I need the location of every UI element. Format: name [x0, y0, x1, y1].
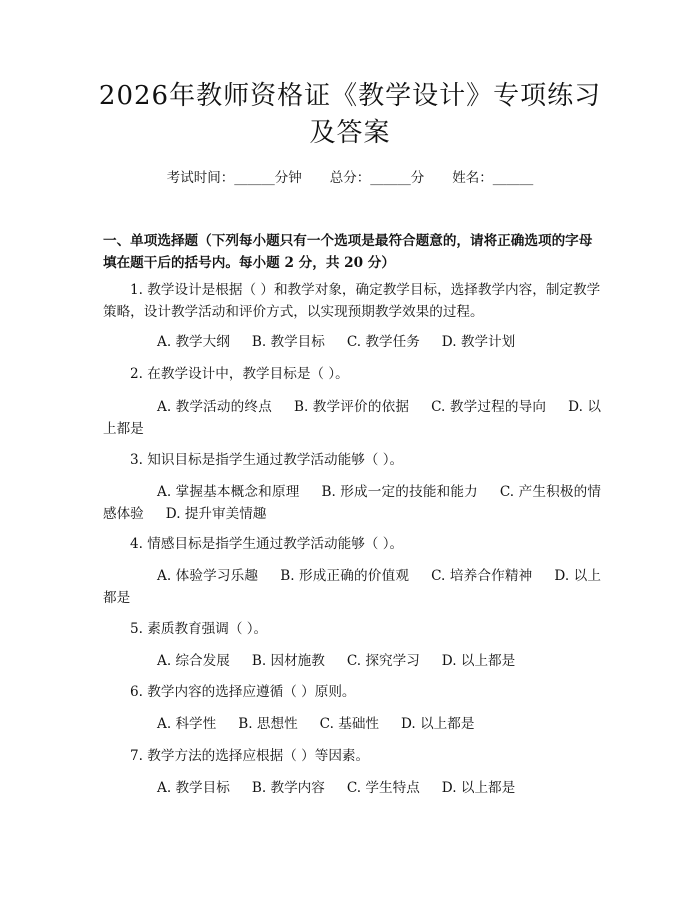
option-a: A. 教学大纲	[157, 334, 230, 350]
option-a: A. 综合发展	[157, 653, 230, 669]
question-stem: 2. 在教学设计中，教学目标是（ ）。	[130, 366, 349, 382]
question-options	[103, 396, 601, 440]
option-b: B. 形成一定的技能和能力	[321, 484, 478, 500]
question-options	[103, 481, 601, 525]
option-b: B. 形成正确的价值观	[280, 568, 410, 584]
option-c: C. 探究学习	[346, 653, 420, 669]
question-options	[103, 650, 601, 672]
question-stem: 5. 素质教育强调（ ）。	[130, 621, 268, 637]
exam-info-line	[0, 169, 700, 187]
option-a: A. 教学活动的终点	[157, 399, 272, 415]
question-options	[103, 713, 601, 735]
option-c: C. 学生特点	[346, 780, 420, 796]
option-d: D. 教学计划	[441, 334, 516, 350]
question-options	[103, 777, 601, 799]
question-stem: 6. 教学内容的选择应遵循（ ）原则。	[130, 684, 356, 700]
option-a: A. 教学目标	[157, 780, 230, 796]
option-c: C. 教学任务	[346, 334, 420, 350]
option-a: A. 科学性	[157, 716, 217, 732]
option-d: D. 以上都是	[103, 399, 601, 437]
option-c: C. 基础性	[319, 716, 380, 732]
option-b: B. 教学评价的依据	[293, 399, 410, 415]
question-options	[103, 331, 601, 353]
option-d: D. 以上都是	[441, 653, 516, 669]
option-b: B. 思想性	[238, 716, 298, 732]
question-stem: 7. 教学方法的选择应根据（ ）等因素。	[130, 748, 370, 764]
option-d: D. 以上都是	[103, 568, 602, 606]
total-score-label: 总分：______分	[329, 170, 425, 186]
student-name-label: 姓名：______	[452, 170, 534, 186]
option-c: C. 教学过程的导向	[431, 399, 547, 415]
document-title: 2026年教师资格证《教学设计》专项练习及答案	[98, 81, 602, 148]
option-a: A. 体验学习乐趣	[157, 568, 259, 584]
option-c: C. 产生积极的情感体验	[103, 484, 601, 522]
question-stem: 1. 教学设计是根据（ ）和教学对象，确定教学目标，选择教学内容，制定教学策略，设计教学活动和评价方式，以实现预期教学效果的过程。	[103, 282, 601, 320]
option-b: B. 因材施教	[251, 653, 325, 669]
option-b: B. 教学目标	[251, 334, 325, 350]
option-d: D. 提升审美情趣	[165, 506, 267, 522]
section-heading: 一、单项选择题（下列每小题只有一个选项是最符合题意的，请将正确选项的字母填在题干后的括号内。每小题 2 分，共 20 分）	[103, 233, 593, 271]
question-stem: 4. 情感目标是指学生通过教学活动能够（ ）。	[130, 536, 404, 552]
question-options	[103, 565, 601, 609]
option-c: C. 培养合作精神	[431, 568, 533, 584]
option-d: D. 以上都是	[401, 716, 475, 732]
option-b: B. 教学内容	[251, 780, 325, 796]
option-a: A. 掌握基本概念和原理	[157, 484, 300, 500]
exam-time-label: 考试时间：______分钟	[166, 170, 302, 186]
option-d: D. 以上都是	[441, 780, 516, 796]
question-stem: 3. 知识目标是指学生通过教学活动能够（ ）。	[130, 452, 404, 468]
